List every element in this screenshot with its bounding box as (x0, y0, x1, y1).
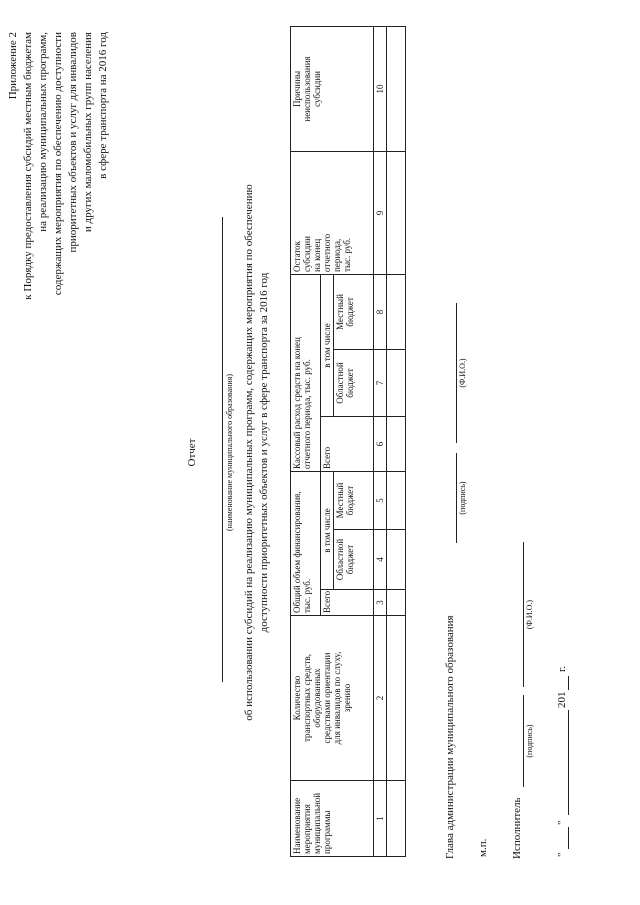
col-number-5: 5 (374, 471, 387, 529)
col-number-2: 2 (374, 616, 387, 781)
header-financing-regional: Областной бюджет (334, 530, 374, 590)
header-financing-local: Местный бюджет (334, 471, 374, 529)
stamp-label: м.п. (477, 838, 489, 857)
report-subtitle-line-1: об использовании субсидий на реализацию муниципальных программ, содержащих мероприятия по обеспечению (243, 184, 255, 721)
data-cell-6[interactable] (387, 416, 406, 471)
data-cell-5[interactable] (387, 471, 406, 529)
date-year-suffix: г. (556, 665, 568, 672)
executor-label: Исполнитель (511, 797, 523, 859)
executor-fio-caption: (Ф.И.О.) (525, 599, 534, 630)
col-number-4: 4 (374, 530, 387, 590)
header-financing-total: Общий объем финансирования, тыс. руб. (291, 471, 321, 615)
col-number-10: 10 (374, 26, 387, 151)
executor-signature-line[interactable] (523, 695, 524, 787)
header-subsidy-remainder: Остаток субсидии на конец отчетного периода, тыс. руб. (291, 151, 374, 274)
executor-signature-caption: (подпись) (525, 724, 534, 758)
report-title: Отчет (186, 438, 198, 467)
head-signature-caption: (подпись) (458, 481, 467, 515)
head-fio-line[interactable] (456, 303, 457, 443)
header-non-use-reasons: Причины неиспользования субсидии (291, 26, 374, 151)
executor-fio-line[interactable] (523, 542, 524, 687)
head-administration-label: Глава администрации муниципального образования (444, 615, 456, 859)
municipality-blank-line (222, 217, 223, 682)
municipality-caption: (наименование муниципального образования) (225, 374, 234, 531)
col-number-8: 8 (374, 274, 387, 349)
col-number-9: 9 (374, 151, 387, 274)
appendix-title: Приложение 2 (7, 32, 19, 100)
date-quote-open: " (556, 852, 568, 857)
data-cell-8[interactable] (387, 274, 406, 349)
head-fio-caption: (Ф.И.О.) (458, 358, 467, 388)
header-financing-all: Всего (321, 590, 374, 616)
header-program-name: Наименование мероприятия муниципальной программы (291, 781, 374, 857)
header-expense-including: в том числе (321, 274, 334, 416)
data-cell-7[interactable] (387, 349, 406, 416)
date-month-line[interactable] (568, 710, 569, 815)
appendix-line-4: приоритетных объектов и услуг для инвалидов (67, 32, 79, 253)
date-year-line[interactable] (568, 676, 569, 690)
data-cell-1[interactable] (387, 781, 406, 857)
appendix-line-3: содержащих мероприятия по обеспечению доступности (52, 32, 64, 296)
date-year-prefix: 201 (556, 691, 568, 708)
header-financing-including: в том числе (321, 471, 334, 589)
col-number-3: 3 (374, 590, 387, 616)
header-vehicle-count: Количество транспортных средств, оборудованных средствами ориентации для инвалидов по слуху, зрению (291, 616, 374, 781)
col-number-6: 6 (374, 416, 387, 471)
head-signature-line[interactable] (456, 453, 457, 543)
appendix-line-5: и других маломобильных групп населения (82, 32, 94, 233)
header-cash-expense: Кассовый расход средств на конец отчетного периода, тыс. руб. (291, 274, 321, 471)
header-expense-regional: Областной бюджет (334, 349, 374, 416)
report-subtitle-line-2: доступности приоритетных объектов и услуг в сфере транспорта за 2016 год (258, 272, 270, 633)
appendix-line-6: в сфере транспорта на 2016 год (97, 32, 109, 179)
date-quote-close: " (556, 820, 568, 825)
data-cell-3[interactable] (387, 590, 406, 616)
data-cell-2[interactable] (387, 616, 406, 781)
report-table (290, 26, 406, 857)
header-expense-local: Местный бюджет (334, 274, 374, 349)
appendix-line-1: к Порядку предоставления субсидий местным бюджетам (22, 32, 34, 300)
col-number-1: 1 (374, 781, 387, 857)
appendix-line-2: на реализацию муниципальных программ, (37, 32, 49, 232)
col-number-7: 7 (374, 349, 387, 416)
data-cell-10[interactable] (387, 26, 406, 151)
data-cell-9[interactable] (387, 151, 406, 274)
date-day-line[interactable] (568, 827, 569, 849)
header-expense-all: Всего (321, 416, 374, 471)
data-cell-4[interactable] (387, 530, 406, 590)
